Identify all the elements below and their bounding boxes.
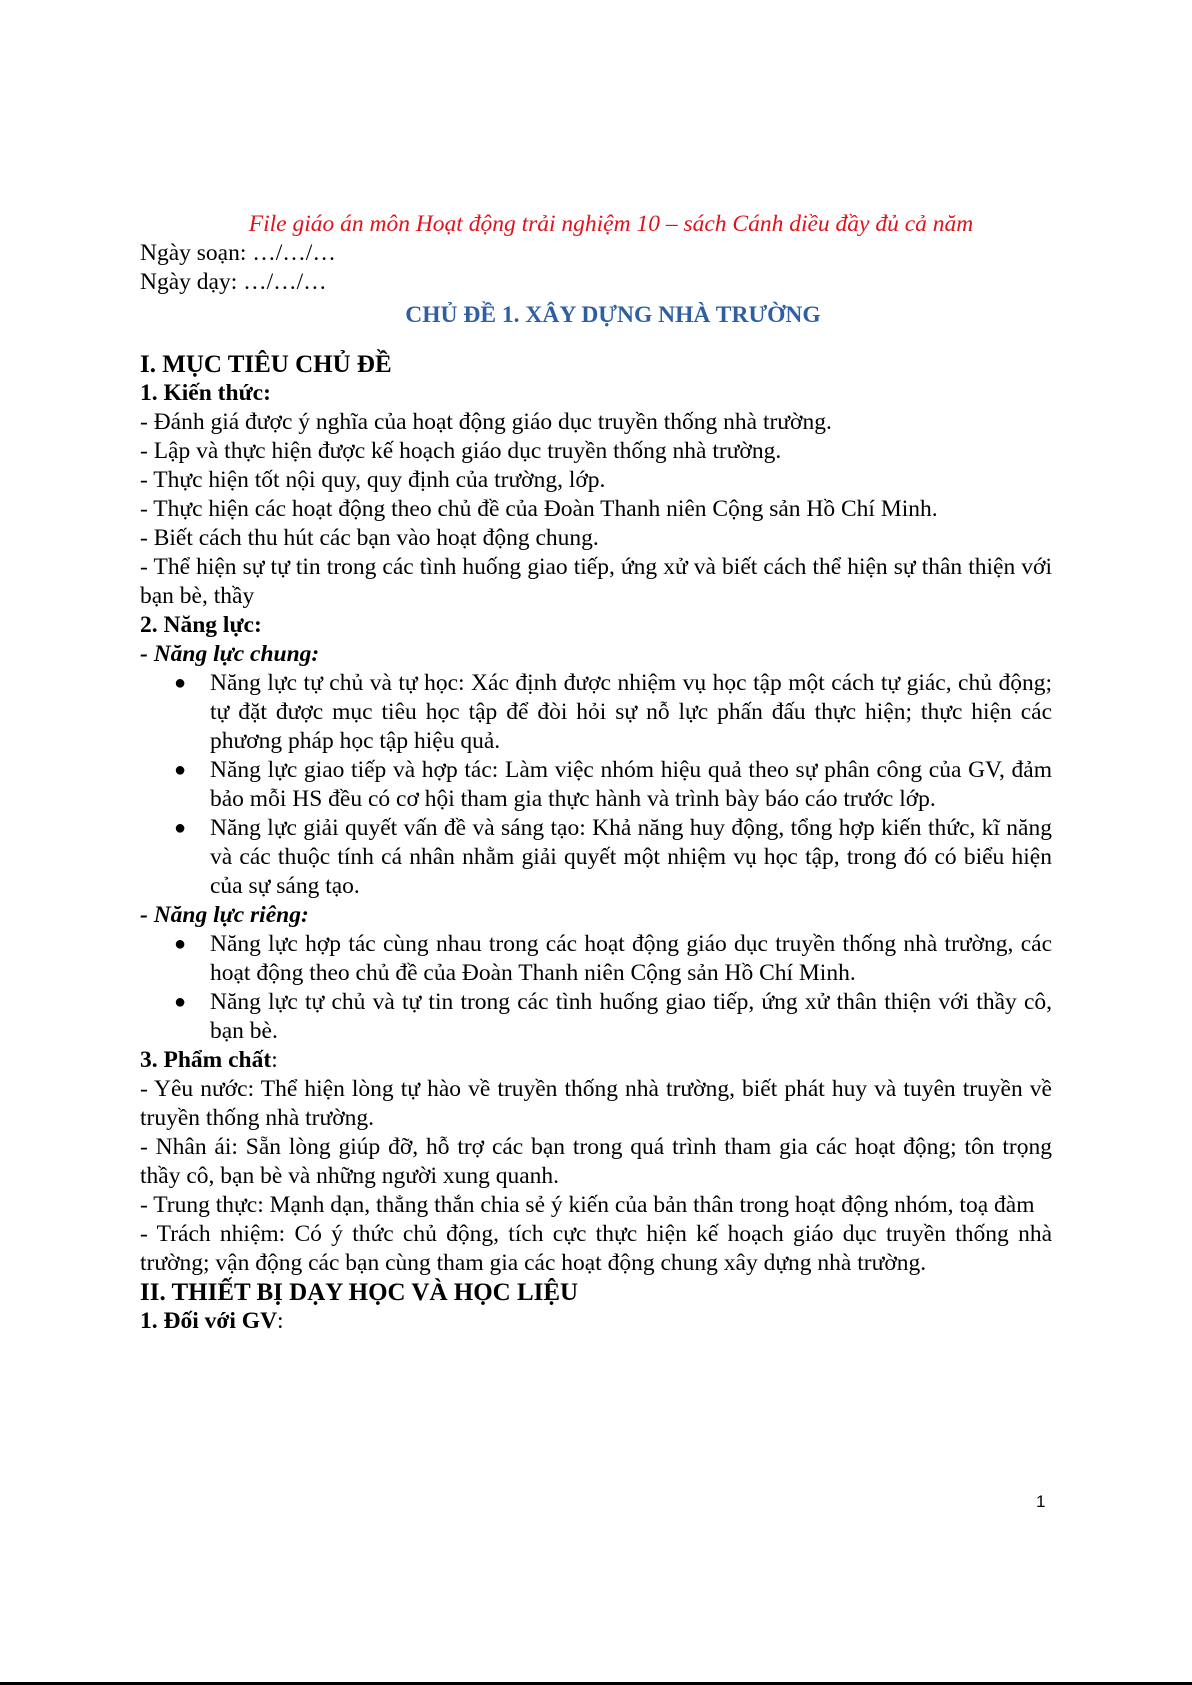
qualities-item: - Trung thực: Mạnh dạn, thẳng thắn chia sẻ ý kiến của bản thân trong hoạt động nhóm, toạ đàm [140, 1192, 1035, 1218]
knowledge-item: - Lập và thực hiện được kế hoạch giáo dục truyền thống nhà trường. [140, 438, 782, 464]
bullet-icon: ● [174, 672, 187, 694]
knowledge-item: - Thực hiện các hoạt động theo chủ đề của Đoàn Thanh niên Cộng sản Hồ Chí Minh. [140, 496, 938, 522]
specific-competence-list [140, 930, 1052, 1046]
list-item [174, 669, 1052, 756]
qualities-heading-text: 3. Phẩm chất [140, 1047, 272, 1073]
knowledge-item: - Thực hiện tốt nội quy, quy định của trường, lớp. [140, 467, 606, 493]
list-item-text: Năng lực giao tiếp và hợp tác: Làm việc nhóm hiệu quả theo sự phân công của GV, đảm bảo mỗi HS đều có cơ hội tham gia thực hành và trình bày báo cáo trước lớp. [210, 757, 1052, 812]
competence-heading: 2. Năng lực: [140, 612, 262, 638]
knowledge-item: - Đánh giá được ý nghĩa của hoạt động giáo dục truyền thống nhà trường. [140, 409, 832, 435]
bullet-icon: ● [174, 759, 187, 781]
teacher-heading [140, 1307, 1052, 1336]
list-item-text: Năng lực hợp tác cùng nhau trong các hoạt động giáo dục truyền thống nhà trường, các hoạt động theo chủ đề của Đoàn Thanh niên Cộng sản Hồ Chí Minh. [210, 931, 1052, 986]
qualities-heading-colon: : [271, 1047, 278, 1073]
general-competence-heading: - Năng lực chung: [140, 641, 320, 667]
qualities-heading [140, 1046, 1052, 1075]
teacher-heading-colon: : [277, 1308, 284, 1334]
file-title: File giáo án môn Hoạt động trải nghiệm 10 – sách Cánh diều đầy đủ cả năm [248, 211, 974, 237]
teacher-heading-text: 1. Đối với GV [140, 1308, 278, 1334]
specific-competence-heading: - Năng lực riêng: [140, 902, 309, 928]
list-item-text: Năng lực tự chủ và tự học: Xác định được nhiệm vụ học tập một cách tự giác, chủ động; tự đặt được mục tiêu học tập để đòi hỏi sự nỗ lực phấn đấu thực hiện; thực hiện các phương pháp học tập hiệu quả. [210, 670, 1052, 754]
list-item-text: Năng lực tự chủ và tự tin trong các tình huống giao tiếp, ứng xử thân thiện với thầy cô, bạn bè. [210, 989, 1052, 1044]
page-number: 1 [1036, 1492, 1046, 1511]
qualities-item: - Trách nhiệm: Có ý thức chủ động, tích cực thực hiện kế hoạch giáo dục truyền thống nhà trường; vận động các bạn cùng tham gia các hoạt động chung xây dựng nhà trường. [140, 1221, 1052, 1276]
qualities-item: - Yêu nước: Thể hiện lòng tự hào về truyền thống nhà trường, biết phát huy và tuyên truyền về truyền thống nhà trường. [140, 1076, 1052, 1131]
list-item [174, 814, 1052, 901]
bullet-icon: ● [174, 817, 187, 839]
qualities-item: - Nhân ái: Sẵn lòng giúp đỡ, hỗ trợ các bạn trong quá trình tham gia các hoạt động; tôn trọng thầy cô, bạn bè và những người xung quanh. [140, 1134, 1052, 1189]
bullet-icon: ● [174, 933, 187, 955]
knowledge-item: - Biết cách thu hút các bạn vào hoạt động chung. [140, 525, 599, 551]
bullet-icon: ● [174, 991, 187, 1013]
general-competence-list [140, 669, 1052, 901]
date-taught: Ngày dạy: …/…/… [140, 269, 327, 295]
list-item [174, 988, 1052, 1046]
list-item [174, 930, 1052, 988]
section-equipment-heading: II. THIẾT BỊ DẠY HỌC VÀ HỌC LIỆU [140, 1279, 579, 1306]
topic-title: CHỦ ĐỀ 1. XÂY DỰNG NHÀ TRƯỜNG [405, 302, 821, 328]
list-item [174, 756, 1052, 814]
knowledge-heading: 1. Kiến thức: [140, 380, 271, 406]
knowledge-item: - Thể hiện sự tự tin trong các tình huống giao tiếp, ứng xử và biết cách thể hiện sự thân thiện với bạn bè, thầy [140, 554, 1052, 609]
date-prepared: Ngày soạn: …/…/… [140, 240, 336, 266]
list-item-text: Năng lực giải quyết vấn đề và sáng tạo: Khả năng huy động, tổng hợp kiến thức, kĩ năng và các thuộc tính cá nhân nhằm giải quyết một nhiệm vụ học tập, trong đó có biểu hiện của sự sáng tạo. [210, 815, 1052, 899]
document-page [140, 210, 1052, 1336]
section-objectives-heading: I. MỤC TIÊU CHỦ ĐỀ [140, 351, 392, 378]
